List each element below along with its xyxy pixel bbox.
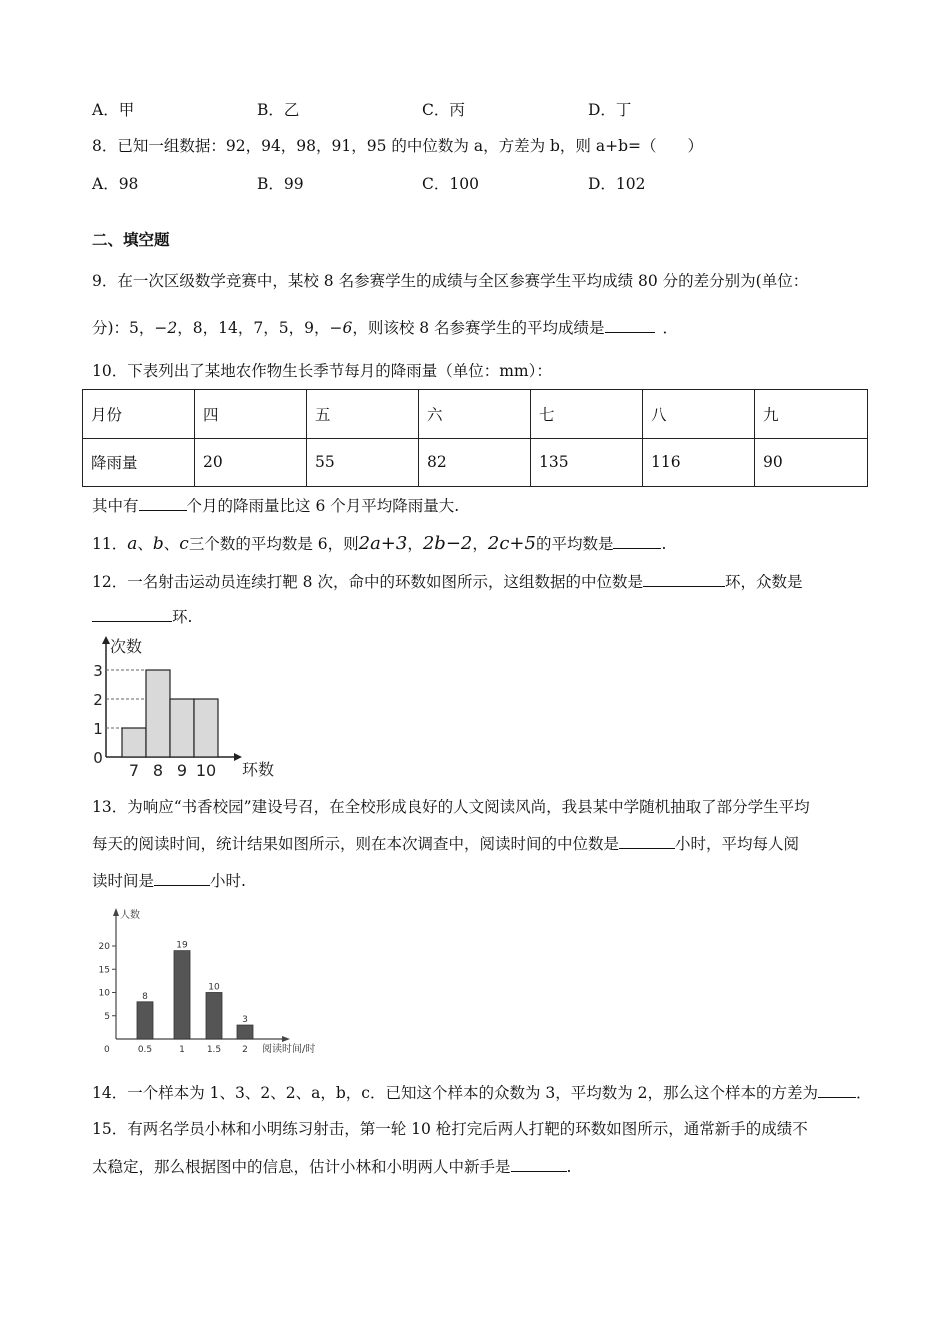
- y-tick-label: 20: [98, 942, 110, 952]
- q11-var-b: b: [152, 534, 164, 554]
- y-tick-label: 1: [93, 720, 103, 738]
- x-tick-label: 0.5: [137, 1045, 153, 1055]
- q11-var-a: a: [127, 534, 138, 554]
- q12-median-blank[interactable]: [643, 570, 725, 587]
- table-row: [83, 390, 868, 439]
- table-cell: 四: [195, 390, 307, 439]
- table-cell: 八: [643, 390, 755, 439]
- q15-line2: [92, 1155, 571, 1178]
- y-axis-arrow: [113, 908, 119, 916]
- q12-mode-blank[interactable]: [92, 605, 172, 622]
- q8-option-a: A．98: [92, 175, 139, 193]
- q11-mid: 三个数的平均数是 6，则: [188, 535, 359, 553]
- bar: [174, 951, 190, 1039]
- q13-text-d: 小时.: [210, 872, 246, 890]
- table-row: [83, 438, 868, 487]
- table-cell: 90: [755, 438, 868, 487]
- q9-value-neg6: −6: [329, 319, 353, 337]
- x-tick-label: 2: [242, 1045, 248, 1055]
- q10-after: [92, 494, 459, 517]
- q9-line2: [92, 316, 678, 339]
- q12-line1: [92, 570, 802, 593]
- bar: [122, 728, 146, 757]
- y-tick-label: 10: [98, 988, 110, 999]
- q12-text-b: 环，众数是: [724, 573, 803, 591]
- reading-time-bar-chart: [90, 904, 340, 1056]
- q9-value-neg2: −2: [154, 319, 178, 337]
- q9-text-b: ，8，14，7，5，9，: [177, 319, 330, 337]
- q12-line2: [92, 605, 192, 628]
- table-cell: 五: [307, 390, 419, 439]
- table-cell: 135: [531, 438, 643, 487]
- x-tick-label: 1.5: [206, 1045, 222, 1055]
- table-cell: 六: [419, 390, 531, 439]
- q8-question: 8．已知一组数据：92，94，98，91，95 的中位数为 a，方差为 b，则 a+b=（ ）: [92, 137, 703, 155]
- bar: [137, 1002, 153, 1039]
- origin-label: 0: [104, 1045, 110, 1055]
- data-label: 10: [208, 982, 220, 993]
- x-axis-arrow: [234, 753, 242, 761]
- x-axis-label: 阅读时间/时: [262, 1044, 316, 1055]
- x-tick-label: 7: [128, 761, 140, 780]
- q11-expr-2: 2b−2: [422, 533, 473, 554]
- q13-text-a: 每天的阅读时间，统计结果如图所示，则在本次调查中，阅读时间的中位数是: [92, 835, 620, 853]
- x-tick-label: 9: [176, 761, 188, 780]
- x-tick-label: 10: [195, 761, 217, 780]
- q14-text: 14．一个样本为 1、3、2、2、a，b，c．已知这个样本的众数为 3，平均数为 2，那么这个样本的方差为: [92, 1084, 819, 1102]
- q10-question: 10．下表列出了某地农作物生长季节每月的降雨量（单位：mm）：: [92, 362, 552, 380]
- q13-mean-blank[interactable]: [154, 869, 210, 886]
- q11-sep: 、: [137, 535, 153, 553]
- q11-end: 的平均数是: [535, 535, 614, 553]
- q9-line1: 9．在一次区级数学竞赛中，某校 8 名参赛学生的成绩与全区参赛学生平均成绩 80 分的差分别为(单位：: [92, 272, 809, 290]
- data-label: 8: [142, 991, 148, 1002]
- q10-after-b: 个月的降雨量比这 6 个月平均降雨量大.: [186, 497, 460, 515]
- y-tick-label: 5: [104, 1011, 110, 1022]
- q7-option-b: B．乙: [257, 101, 300, 119]
- q15-answer-blank[interactable]: [511, 1155, 567, 1172]
- x-axis-arrow: [282, 1036, 290, 1042]
- q9-end: ．: [662, 319, 679, 337]
- q14-answer-blank[interactable]: [818, 1081, 856, 1098]
- q11-expr-1: 2a+3: [358, 533, 408, 554]
- q10-after-a: 其中有: [92, 497, 139, 515]
- data-label: 3: [242, 1015, 248, 1026]
- q11-expr-3: 2c+5: [487, 533, 536, 554]
- q15-line1: 15．有两名学员小林和小明练习射击，第一轮 10 枪打完后两人打靶的环数如图所示，通常新手的成绩不: [92, 1120, 808, 1138]
- q8-option-c: C．100: [422, 175, 479, 193]
- table-cell: 七: [531, 390, 643, 439]
- q11-var-c: c: [179, 534, 189, 554]
- q11-comma: ，: [472, 535, 488, 553]
- q13-median-blank[interactable]: [619, 832, 675, 849]
- y-tick-label: 15: [98, 965, 110, 976]
- q7-option-a: A．甲: [92, 101, 135, 119]
- q14-question: [92, 1081, 872, 1104]
- y-axis-label: 次数: [110, 637, 143, 656]
- q7-option-d: D．丁: [588, 101, 632, 119]
- table-cell: 82: [419, 438, 531, 487]
- bar: [194, 699, 218, 757]
- q9-text-c: ，则该校 8 名参赛学生的平均成绩是: [352, 319, 605, 337]
- q11-question: [92, 532, 666, 555]
- q10-answer-blank[interactable]: [139, 494, 187, 511]
- q8-option-b: B．99: [257, 175, 304, 193]
- bar: [206, 993, 222, 1040]
- bar: [170, 699, 194, 757]
- q11-sep: 、: [163, 535, 180, 553]
- table-cell: 55: [307, 438, 419, 487]
- table-cell: 降雨量: [83, 438, 195, 487]
- section-title: 二、填空题: [92, 231, 170, 249]
- y-tick-label: 2: [93, 691, 103, 709]
- y-axis-arrow: [102, 636, 110, 644]
- rainfall-table: [82, 389, 868, 487]
- table-cell: 20: [195, 438, 307, 487]
- bar: [237, 1025, 253, 1039]
- q11-answer-blank[interactable]: [613, 532, 661, 549]
- q15-text-b: .: [566, 1158, 572, 1176]
- q13-line1: 13．为响应“书香校园”建设号召，在全校形成良好的人文阅读风尚，我县某中学随机抽取了部分学生平均: [92, 798, 810, 816]
- q9-text-a: 分)：5，: [92, 319, 155, 337]
- q11-dot: .: [661, 535, 667, 553]
- q11-number: 11．: [92, 535, 128, 553]
- bar: [146, 670, 170, 757]
- q13-text-b: 小时，平均每人阅: [675, 835, 800, 853]
- x-tick-label: 1: [179, 1045, 185, 1055]
- y-tick-label: 0: [93, 749, 103, 767]
- q7-option-c: C．丙: [422, 101, 465, 119]
- q13-line3: [92, 869, 246, 892]
- x-tick-label: 8: [152, 761, 164, 780]
- q13-text-c: 读时间是: [92, 872, 155, 890]
- q12-text-c: 环.: [172, 608, 193, 626]
- q14-end: ．: [856, 1084, 872, 1102]
- shooting-bar-chart: [88, 636, 298, 782]
- data-label: 19: [176, 940, 188, 951]
- x-axis-label: 环数: [242, 760, 275, 779]
- q8-option-d: D．102: [588, 175, 646, 193]
- table-cell: 116: [643, 438, 755, 487]
- q12-text-a: 12．一名射击运动员连续打靶 8 次，命中的环数如图所示，这组数据的中位数是: [92, 573, 643, 591]
- q15-text-a: 太稳定，那么根据图中的信息，估计小林和小明两人中新手是: [92, 1158, 511, 1176]
- table-cell: 月份: [83, 390, 195, 439]
- q9-answer-blank[interactable]: [605, 316, 655, 333]
- q13-line2: [92, 832, 799, 855]
- table-cell: 九: [755, 390, 868, 439]
- q11-comma: ，: [407, 535, 423, 553]
- y-axis-label: 人数: [120, 910, 140, 921]
- y-tick-label: 3: [93, 662, 103, 680]
